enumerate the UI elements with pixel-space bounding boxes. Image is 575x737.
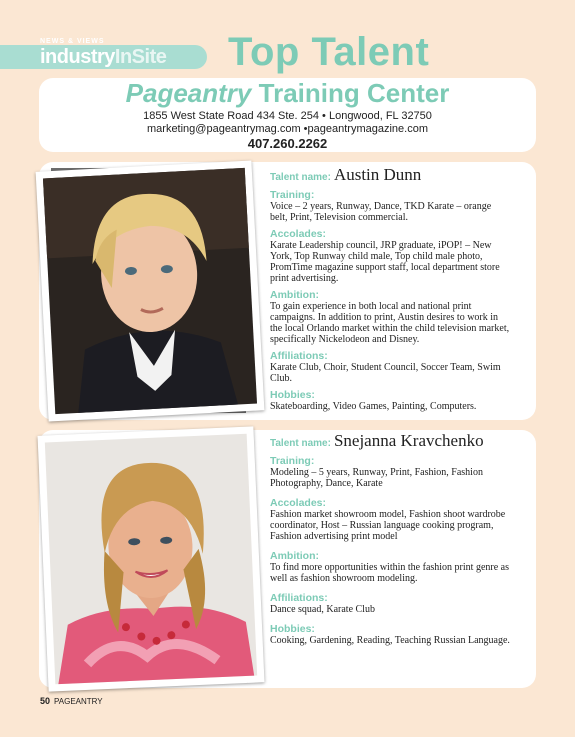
publication-name: PAGEANTRY <box>54 697 103 706</box>
affiliations-label: Affiliations: <box>270 592 328 604</box>
organization-name-italic: Pageantry <box>125 78 252 108</box>
section-title: Top Talent <box>228 30 430 74</box>
hobbies-text: Cooking, Gardening, Reading, Teaching Russian Language. <box>270 635 510 646</box>
affiliations-label: Affiliations: <box>270 350 328 362</box>
organization-contact: marketing@pageantrymag.com •pageantrymagazine.com <box>147 123 428 135</box>
woman-portrait-image <box>38 426 265 691</box>
accolades-label: Accolades: <box>270 497 327 509</box>
brand-logo <box>40 46 166 69</box>
training-label: Training: <box>270 189 315 201</box>
talent-name: Snejanna Kravchenko <box>333 431 484 450</box>
talent-photo-2 <box>38 426 265 691</box>
talent-info-2 <box>270 431 510 646</box>
hobbies-label: Hobbies: <box>270 389 315 401</box>
page-number: 50 <box>40 696 51 706</box>
training-text: Modeling – 5 years, Runway, Print, Fashion, Fashion Photography, Dance, Karate <box>270 467 483 489</box>
brand-accent: InSite <box>114 46 167 68</box>
accolades-label: Accolades: <box>270 228 327 240</box>
hobbies-label: Hobbies: <box>270 623 315 635</box>
training-label: Training: <box>270 455 315 467</box>
talent-info-1 <box>270 165 510 412</box>
organization-phone: 407.260.2262 <box>247 136 328 151</box>
ambition-text: To find more opportunities within the fashion print genre as well as fashion showroom modeling. <box>270 562 509 584</box>
accolades-text: Fashion market showroom model, Fashion shoot wardrobe coordinator, Host – Russian language cooking program, Fashion advertising print model <box>270 509 506 542</box>
organization-card <box>39 78 536 152</box>
organization-name-rest: Training Center <box>258 78 450 108</box>
affiliations-text: Dance squad, Karate Club <box>270 604 375 615</box>
ambition-label: Ambition: <box>270 550 319 562</box>
affiliations-text: Karate Club, Choir, Student Council, Soccer Team, Swim Club. <box>270 362 501 384</box>
page-footer <box>40 696 103 706</box>
talent-name-label: Talent name: <box>270 172 331 183</box>
ambition-label: Ambition: <box>270 289 319 301</box>
organization-name <box>39 78 536 108</box>
section-kicker: NEWS & VIEWS <box>40 38 105 45</box>
ambition-text: To gain experience in both local and national print campaigns. In addition to print, Austin desires to work in the local Orlando market within the child television market, specifically Nickelodeon and Disney. <box>270 301 510 345</box>
talent-name-row <box>270 165 510 184</box>
brand-main: industry <box>40 46 115 68</box>
talent-name-label: Talent name: <box>270 438 331 449</box>
boy-portrait-image <box>36 161 265 422</box>
hobbies-text: Skateboarding, Video Games, Painting, Computers. <box>270 401 477 412</box>
talent-photo-1 <box>36 161 265 422</box>
talent-name: Austin Dunn <box>333 165 422 184</box>
organization-address: 1855 West State Road 434 Ste. 254 • Longwood, FL 32750 <box>143 110 432 122</box>
training-text: Voice – 2 years, Runway, Dance, TKD Karate – orange belt, Print, Television commercial. <box>270 201 492 223</box>
talent-name-row <box>270 431 510 450</box>
accolades-text: Karate Leadership council, JRP graduate, iPOP! – New York, Top Runway child male, Top child male photo, PromTime magazine support staff, local department store print advertising. <box>270 240 500 284</box>
